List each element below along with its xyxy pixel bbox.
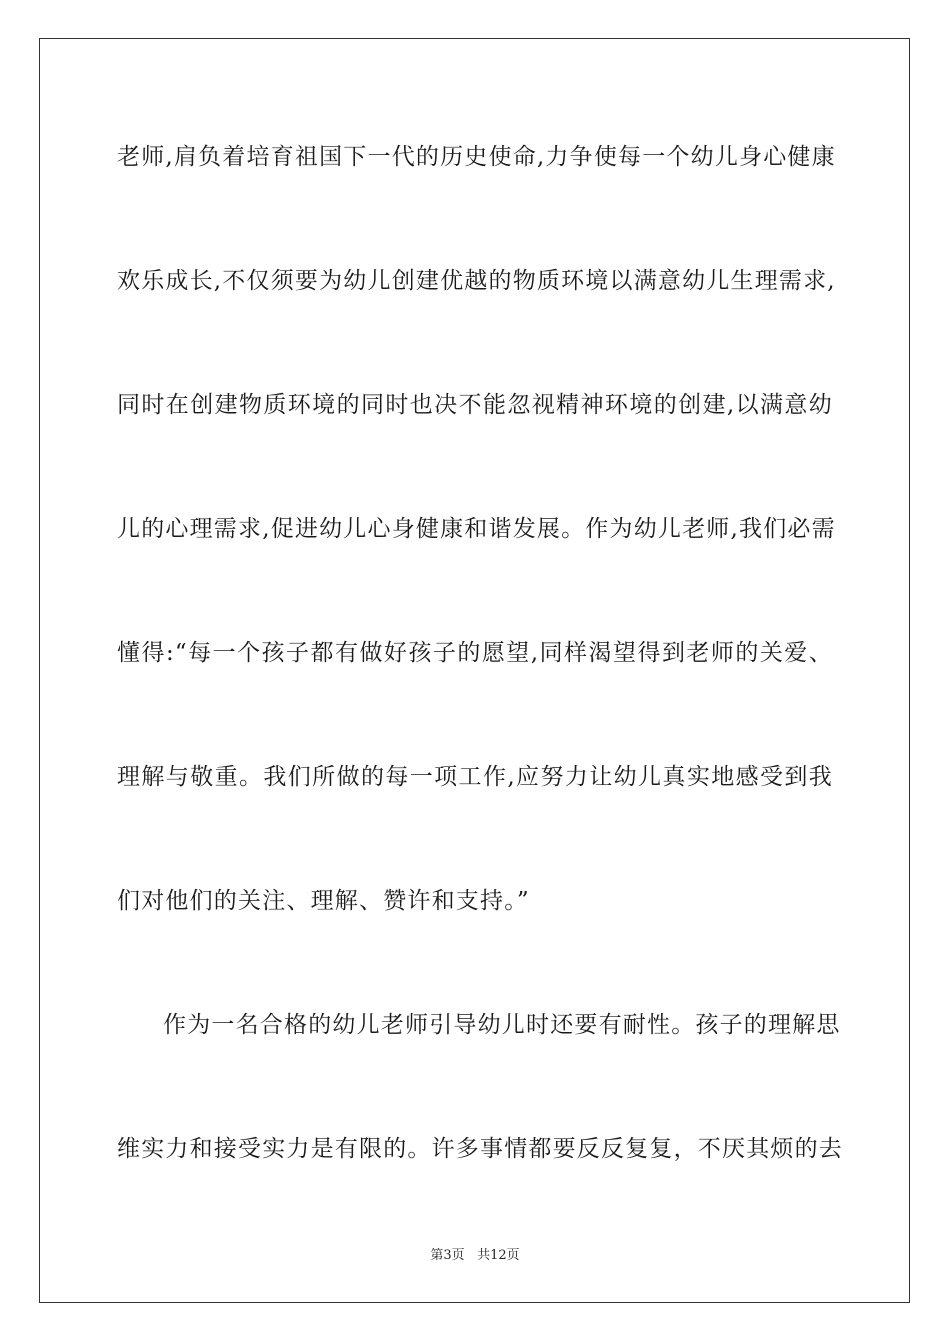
- body-line-3: 同时在创建物质环境的同时也决不能忽视精神环境的创建,以满意幼: [117, 392, 833, 418]
- page-number: 第3页: [430, 1248, 465, 1263]
- body-line-6: 理解与敬重。我们所做的每一项工作,应努力让幼儿真实地感受到我: [117, 764, 833, 790]
- page-border: [39, 38, 910, 1303]
- page-footer: [0, 1247, 950, 1265]
- body-line-5: 懂得:“每一个孩子都有做好孩子的愿望,同样渴望得到老师的关爱、: [117, 640, 833, 666]
- total-pages: 共12页: [477, 1248, 520, 1263]
- body-line-4: 儿的心理需求,促进幼儿心身健康和谐发展。作为幼儿老师,我们必需: [117, 516, 836, 542]
- body-line-7-paragraph-end: 们对他们的关注、理解、赞许和支持。”: [117, 888, 530, 914]
- body-line-9: 维实力和接受实力是有限的。许多事情都要反反复复，不厌其烦的去: [117, 1136, 843, 1162]
- body-line-1: 老师,肩负着培育祖国下一代的历史使命,力争使每一个幼儿身心健康: [117, 144, 836, 170]
- body-line-2: 欢乐成长,不仅须要为幼儿创建优越的物质环境以满意幼儿生理需求,: [117, 268, 836, 294]
- body-line-8-paragraph-start: 作为一名合格的幼儿老师引导幼儿时还要有耐性。孩子的理解思: [163, 1012, 841, 1038]
